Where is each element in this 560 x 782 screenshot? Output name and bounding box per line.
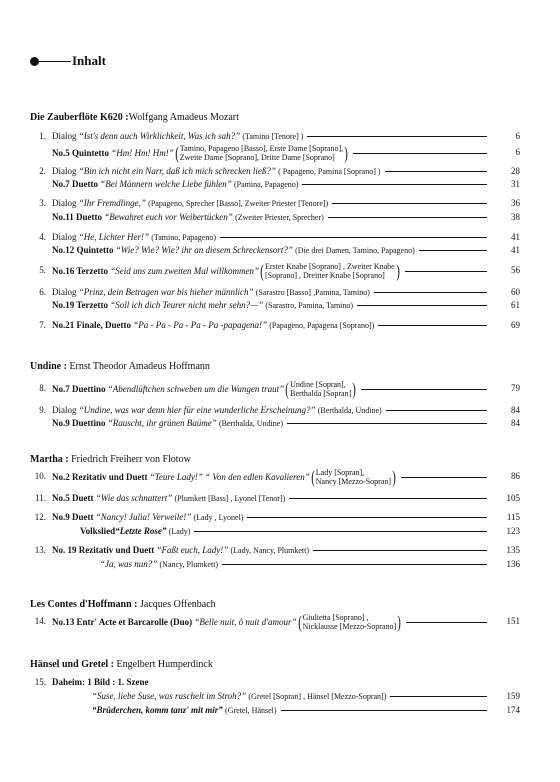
entry-number: 14. — [34, 616, 46, 626]
page-number: 123 — [506, 526, 520, 536]
toc-entry[interactable] — [30, 379, 520, 399]
entry-parts: (Gretel, Hänsel) — [225, 706, 277, 715]
header-rule — [39, 61, 71, 62]
toc-entry[interactable] — [92, 705, 520, 716]
opera-title: Die Zauberflöte K620 : — [30, 112, 129, 123]
entry-number: 15. — [34, 677, 46, 687]
entry-parts: (Sarastro [Basso] ,Pamina, Tamino) — [255, 288, 370, 297]
toc-entry[interactable] — [30, 512, 520, 523]
dot-leader — [405, 271, 487, 272]
page-number: 84 — [511, 418, 520, 428]
entry-parts: (Lady, Nancy, Plumkett) — [230, 546, 309, 555]
entry-kind: No.5 Duett — [52, 493, 94, 503]
dot-leader — [332, 203, 487, 204]
entry-parts-stack: ( Tamino, Papageno [Basso], Erste Dame [Soprano], Zweite Dame [Soprano], Dritte Dame [Soprano] ) — [174, 143, 348, 163]
entry-kind: No.9 Duett — [52, 512, 94, 522]
section-heading-hoffmann — [30, 598, 216, 611]
entry-parts: (Papageno, Papagena [Soprano]) — [269, 321, 375, 330]
parts-line: Giulietta [Soprano] , — [302, 613, 369, 622]
entry-number: 5. — [39, 265, 46, 275]
opera-title: Undine : — [30, 361, 67, 372]
entry-kind: Dialog — [52, 131, 77, 141]
entry-parts-stack: ( Undine [Sopran], Berthalda [Sopran] ) — [285, 379, 357, 399]
dot-leader — [357, 305, 487, 306]
entry-number: 10. — [34, 471, 46, 481]
toc-entry[interactable] — [30, 493, 520, 504]
page-number: 159 — [506, 691, 520, 701]
page-number: 6 — [515, 131, 520, 141]
dot-leader — [386, 410, 487, 411]
dot-leader — [287, 423, 487, 424]
section-heading-undine — [30, 360, 210, 373]
entry-parts: (Tamino [Tenore] ) — [242, 132, 304, 141]
dot-leader — [302, 184, 487, 185]
dot-leader — [313, 550, 487, 551]
entry-quote: “Faßt euch, Lady!” — [156, 545, 229, 555]
toc-entry[interactable] — [30, 467, 520, 487]
dot-leader — [307, 136, 487, 137]
dot-leader — [222, 564, 487, 565]
entry-quote: “Bin ich nicht ein Narr, daß ich mich schrecken ließ?” — [78, 166, 276, 176]
entry-parts: (Zweiter Priester, Sprecher) — [235, 213, 324, 222]
page-number: 31 — [511, 179, 520, 189]
entry-quote: “Letzte Rose” — [115, 526, 167, 536]
section-heading-martha — [30, 453, 191, 466]
parts-line: Lady [Sopran], — [315, 468, 365, 477]
entry-kind: No.16 Terzetto — [52, 265, 108, 276]
toc-entry[interactable] — [30, 212, 520, 223]
entry-number: 11. — [35, 493, 46, 503]
page-number: 115 — [506, 512, 520, 522]
entry-kind: No.19 Terzetto — [52, 300, 108, 310]
entry-parts-stack: ( Giulietta [Soprano] , Nicklausse [Mezzo-Soprano] ) — [297, 612, 401, 632]
composer-name: Ernst Theodor Amadeus Hoffmann — [69, 361, 210, 372]
entry-kind: No.12 Quintetto — [52, 245, 114, 255]
bullet-dot-icon — [30, 57, 39, 66]
entry-number: 6. — [39, 287, 46, 297]
toc-entry[interactable] — [30, 261, 520, 281]
toc-entry[interactable] — [30, 198, 520, 209]
entry-kind: No.9 Duettino — [52, 418, 106, 428]
contents-header — [30, 52, 230, 70]
dot-leader — [390, 696, 487, 697]
page-number: 6 — [515, 147, 520, 157]
entry-parts: (Berthalda, Undine) — [317, 406, 382, 415]
toc-entry[interactable] — [30, 143, 520, 163]
entry-quote: “Ja, was nun?” — [100, 559, 158, 569]
parts-line: Zweite Dame [Soprano], Dritte Dame [Soprano] — [179, 153, 335, 162]
entry-quote: “Nancy! Julia! Verweile!” — [95, 512, 192, 522]
entry-parts-stack: ( Erster Knabe [Soprano] , Zweiter Knabe [Soprano] , Dreitter Knabe [Soprano] ) — [260, 261, 400, 281]
entry-kind: Dialog — [52, 198, 77, 208]
page-number: 61 — [511, 300, 520, 310]
entry-quote: “Brüderchen, komm tanz' mit mir” — [92, 705, 223, 715]
page-number: 84 — [511, 405, 520, 415]
toc-entry[interactable] — [30, 545, 520, 556]
parts-line: Undine [Sopran], — [290, 380, 346, 389]
entry-quote: “Abendlüftchen schweben um die Wangen traut” — [107, 383, 285, 394]
dot-leader — [289, 498, 487, 499]
entry-parts: (Tamino, Papageno) — [151, 233, 217, 242]
entry-quote: “Ihr Fremdlinge,” — [78, 198, 146, 208]
entry-number: 12. — [34, 512, 46, 522]
page-number: 28 — [511, 166, 520, 176]
entry-quote: “Rauscht, ihr grünen Baüme” — [107, 418, 217, 428]
page-number: 174 — [506, 705, 520, 715]
entry-quote: “Pa - Pa - Pa - Pa - Pa -papagena!” — [133, 320, 267, 330]
entry-quote: “Teure Lady!” “ Von den edlen Kavalieren” — [149, 471, 310, 482]
entry-quote: “Hm! Hm! Hm!” — [111, 147, 174, 158]
toc-entry[interactable] — [30, 287, 520, 298]
parts-line: Berthalda [Sopran] — [290, 389, 352, 398]
section-heading-zauberfloete — [30, 111, 239, 124]
opera-title: Hänsel und Gretel : — [30, 659, 114, 670]
parts-line: Erster Knabe [Soprano] , Zweiter Knabe — [265, 262, 395, 271]
page-number: 41 — [511, 232, 520, 242]
dot-leader — [401, 477, 487, 478]
dot-leader — [353, 153, 487, 154]
entry-number: 2. — [39, 166, 46, 176]
entry-quote: “Suse, liebe Suse, was raschelt im Stroh?” — [92, 691, 247, 701]
toc-entry[interactable] — [30, 179, 520, 190]
entry-kind: No.5 Quintetto — [52, 147, 109, 158]
entry-parts: (Lady , Lyonel) — [193, 513, 244, 522]
entry-quote: “Bewahret euch vor Weibertücken” — [104, 212, 233, 222]
toc-entry[interactable] — [100, 559, 520, 570]
entry-kind: Dialog — [52, 232, 77, 242]
page-number: 136 — [506, 559, 520, 569]
page-number: 69 — [511, 320, 520, 330]
entry-number: 7. — [39, 320, 46, 330]
entry-parts: (Pamina, Papageno) — [233, 180, 299, 189]
toc-entry[interactable] — [92, 691, 520, 702]
dot-leader — [281, 710, 487, 711]
toc-entry[interactable] — [30, 612, 520, 632]
toc-entry[interactable] — [30, 677, 520, 688]
entry-quote: “Bei Männern welche Liebe fühlen” — [100, 179, 232, 189]
parts-line: Nicklausse [Mezzo-Soprano] — [302, 622, 397, 631]
composer-name: Friedrich Freiherr von Flotow — [71, 454, 191, 465]
entry-kind: No.2 Rezitativ und Duett — [52, 471, 148, 482]
page-number: 105 — [506, 493, 520, 503]
dot-leader — [361, 389, 487, 390]
entry-number: 4. — [39, 232, 46, 242]
dot-leader — [220, 237, 487, 238]
composer-name: Wolfgang Amadeus Mozart — [128, 112, 239, 123]
opera-title: Les Contes d'Hoffmann : — [30, 599, 138, 610]
entry-number: 1. — [39, 131, 46, 141]
entry-parts: (Papageno, Sprecher [Basso], Zweiter Priester [Tenore]) — [148, 199, 329, 208]
page-number: 151 — [506, 616, 520, 626]
entry-quote: “Soll ich dich Teurer nicht mehr sehn?—” — [110, 300, 264, 310]
entry-kind: No. 19 Rezitativ und Duett — [52, 545, 155, 555]
page-number: 41 — [511, 245, 520, 255]
page-number: 36 — [511, 198, 520, 208]
toc-entry[interactable] — [30, 418, 520, 429]
entry-kind: Volkslied — [80, 526, 116, 536]
entry-kind: No.11 Duetto — [52, 212, 102, 222]
dot-leader — [328, 217, 487, 218]
entry-kind: No.7 Duetto — [52, 179, 98, 189]
entry-quote: “Belle nuit, ô nuit d'amour” — [194, 616, 297, 627]
entry-parts: (Nancy, Plumkett) — [159, 560, 219, 569]
entry-number: 8. — [39, 383, 46, 393]
entry-parts: (Plumkett [Bass] , Lyonel [Tenor]) — [174, 494, 286, 503]
section-heading-haensel — [30, 658, 213, 671]
parts-line: Tamino, Papageno [Basso], Erste Dame [Soprano], — [179, 144, 344, 153]
opera-title: Martha : — [30, 454, 69, 465]
entry-parts: (Lady) — [168, 527, 191, 536]
toc-entry[interactable] — [30, 405, 520, 416]
entry-number: 13. — [34, 545, 46, 555]
entry-quote: “Undine, was war denn hier für eine wunderliche Erscheinung?” — [78, 405, 316, 415]
parts-line: [Soprano] , Dreitter Knabe [Soprano] — [265, 271, 385, 280]
dot-leader — [378, 325, 487, 326]
entry-quote: “Ist's denn auch Wirklichkeit, Was ich sah?” — [78, 131, 241, 141]
dot-leader — [374, 292, 487, 293]
entry-kind: Dialog — [52, 287, 77, 297]
entry-parts: (Gretel [Sopran] , Hänsel [Mezzo-Sopran]) — [248, 692, 387, 701]
entry-kind: Dialog — [52, 405, 77, 415]
toc-entry[interactable] — [30, 245, 520, 256]
entry-quote: “He, Lichter Her!” — [78, 232, 149, 242]
toc-entry[interactable] — [30, 320, 520, 331]
entry-quote: “Prinz, dein Betragen war bis hieher männlich” — [78, 287, 254, 297]
entry-parts: (Berthalda, Undine) — [219, 419, 283, 428]
entry-parts: (Die drei Damen, Tamino, Papageno) — [295, 246, 415, 255]
entry-kind: Daheim: 1 Bild : 1. Szene — [52, 677, 149, 687]
entry-quote: “Wie? Wie? Wie? ihr an diesem Schreckensort?” — [115, 245, 293, 255]
toc-entry[interactable] — [30, 131, 520, 142]
page-title: Inhalt — [72, 53, 106, 68]
parts-line: Nancy [Mezzo-Sopran] — [315, 477, 392, 486]
toc-entry[interactable] — [80, 526, 520, 537]
page-number: 135 — [506, 545, 520, 555]
page-number: 60 — [511, 287, 520, 297]
dot-leader — [419, 250, 487, 251]
entry-parts-stack: ( Lady [Sopran], Nancy [Mezzo-Sopran] ) — [310, 467, 396, 487]
toc-entry[interactable] — [30, 166, 520, 177]
entry-quote: “Seid uns zum zweiten Mal willkommen” — [110, 265, 259, 276]
composer-name: Engelbert Humperdinck — [116, 659, 213, 670]
entry-kind: No.13 Entr' Acte et Barcarolle (Duo) — [52, 616, 193, 627]
page-number: 79 — [511, 383, 520, 393]
entry-quote: “Wie das schnattert” — [95, 493, 173, 503]
entry-parts: ( Papageno, Pamina [Soprano] ) — [278, 167, 381, 176]
dot-leader — [385, 171, 487, 172]
dot-leader — [247, 517, 487, 518]
entry-kind: Dialog — [52, 166, 77, 176]
page-number: 38 — [511, 212, 520, 222]
entry-kind: No.21 Finale, Duetto — [52, 320, 131, 330]
entry-number: 3. — [39, 198, 46, 208]
toc-entry[interactable] — [30, 232, 520, 243]
dot-leader — [194, 531, 487, 532]
entry-number: 9. — [39, 405, 46, 415]
dot-leader — [406, 622, 487, 623]
composer-name: Jacques Offenbach — [140, 599, 216, 610]
page-number: 56 — [511, 265, 520, 275]
page-number: 86 — [511, 471, 520, 481]
entry-parts: (Sarastro, Pamina, Tamino) — [265, 301, 354, 310]
toc-entry[interactable] — [30, 300, 520, 311]
entry-kind: No.7 Duettino — [52, 383, 106, 394]
